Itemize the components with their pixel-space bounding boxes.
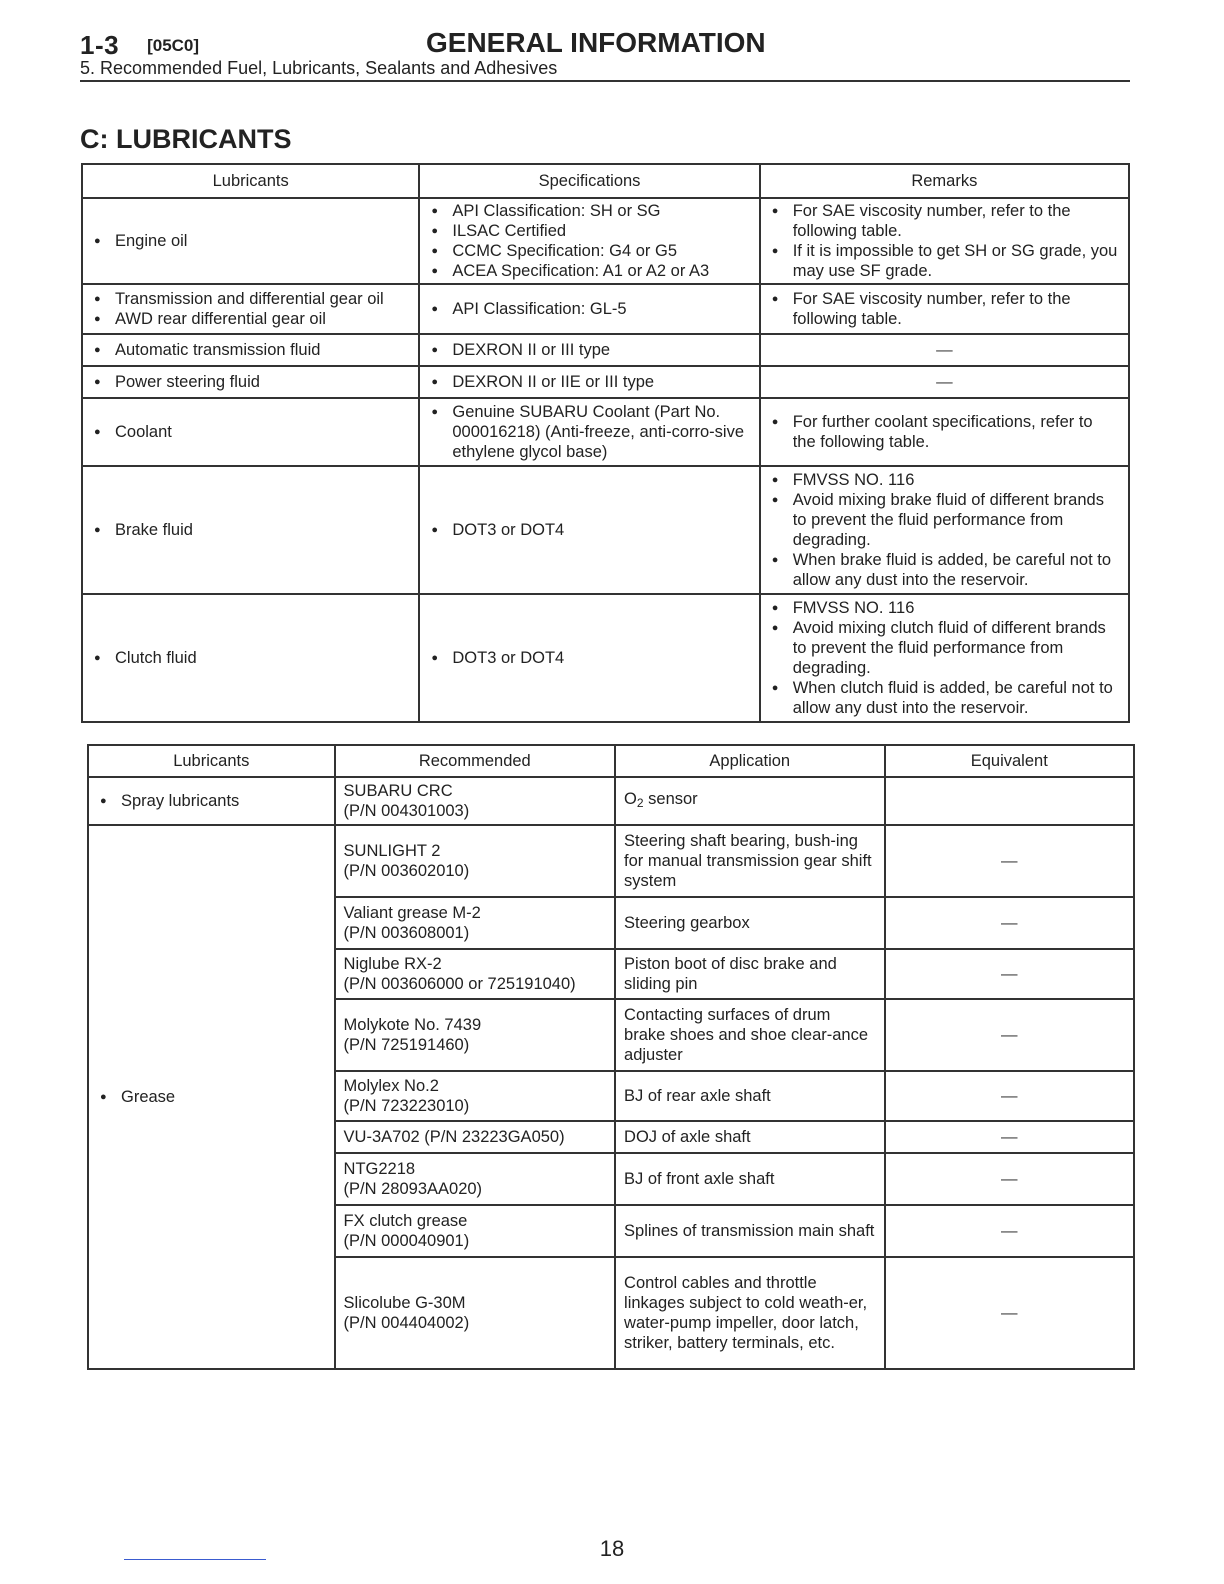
column-header-equivalent: Equivalent (885, 745, 1135, 777)
lubricant-cell (82, 466, 419, 594)
product-name: Molykote No. 7439 (343, 1016, 482, 1034)
list-item: ● AWD rear differential gear oil (91, 309, 410, 329)
recommended-lubricants-table (87, 744, 1135, 1370)
list-item: ● Clutch fluid (91, 648, 410, 668)
column-header-specifications: Specifications (419, 164, 759, 198)
product-name: SUBARU CRC (343, 782, 453, 800)
list-item: ● When brake fluid is added, be careful not to allow any dust into the reservoir. (769, 550, 1120, 590)
list-item: ● DEXRON II or III type (428, 340, 750, 360)
lubricant-cell (82, 594, 419, 722)
lubricant-cell (88, 825, 335, 1369)
part-number: (P/N 003606000 or 725191040) (343, 975, 576, 993)
specification-cell (419, 366, 759, 398)
column-header-lubricants: Lubricants (82, 164, 419, 198)
equivalent-cell: — (885, 1121, 1135, 1153)
list-item: ● Power steering fluid (91, 372, 410, 392)
list-item: ● CCMC Specification: G4 or G5 (428, 241, 750, 261)
application-cell: Splines of transmission main shaft (615, 1205, 884, 1257)
equivalent-cell: — (885, 1205, 1135, 1257)
product-name: Molylex No.2 (343, 1077, 439, 1095)
list-item: ● DOT3 or DOT4 (428, 520, 750, 540)
recommended-cell (335, 1205, 615, 1257)
specification-cell (419, 466, 759, 594)
application-cell: DOJ of axle shaft (615, 1121, 884, 1153)
list-item: ● For SAE viscosity number, refer to the following table. (769, 289, 1120, 329)
remarks-cell (760, 198, 1129, 284)
equivalent-cell: — (885, 1071, 1135, 1121)
list-item: ● Brake fluid (91, 520, 410, 540)
product-name: Slicolube G-30M (343, 1294, 466, 1312)
remarks-cell: — (760, 366, 1129, 398)
product-name: Valiant grease M-2 (343, 904, 481, 922)
recommended-cell (335, 777, 615, 825)
list-item: ● ACEA Specification: A1 or A2 or A3 (428, 261, 750, 281)
equivalent-cell: — (885, 1153, 1135, 1205)
application-cell: BJ of rear axle shaft (615, 1071, 884, 1121)
equivalent-cell: — (885, 897, 1135, 949)
remarks-cell (760, 466, 1129, 594)
recommended-cell (335, 825, 615, 897)
page-subtitle: 5. Recommended Fuel, Lubricants, Sealants and Adhesives (80, 58, 558, 78)
part-number: (P/N 000040901) (343, 1232, 470, 1250)
list-item: ● For SAE viscosity number, refer to the following table. (769, 201, 1120, 241)
list-item: ● DOT3 or DOT4 (428, 648, 750, 668)
part-number: (P/N 004301003) (343, 802, 470, 820)
specification-cell (419, 398, 759, 466)
recommended-cell (335, 1257, 615, 1369)
list-item: ● Coolant (91, 422, 410, 442)
column-header-lubricants: Lubricants (88, 745, 335, 777)
equivalent-cell: — (885, 1257, 1135, 1369)
part-number: (P/N 723223010) (343, 1097, 470, 1115)
list-item: ● FMVSS NO. 116 (769, 598, 1120, 618)
list-item: ● FMVSS NO. 116 (769, 470, 1120, 490)
table-row (82, 594, 1129, 722)
recommended-cell (335, 897, 615, 949)
header-left (80, 30, 199, 61)
page-section-number: 1-3 (80, 30, 120, 60)
remarks-cell (760, 284, 1129, 334)
part-number: (P/N 003608001) (343, 924, 470, 942)
table-row (88, 777, 1134, 825)
product-name: VU-3A702 (P/N 23223GA050) (343, 1128, 565, 1146)
product-name: FX clutch grease (343, 1212, 468, 1230)
lubricant-cell (82, 198, 419, 284)
list-item: ● Transmission and differential gear oil (91, 289, 410, 309)
subscript: 2 (636, 796, 644, 810)
lubricant-cell (88, 777, 335, 825)
list-item: ● API Classification: SH or SG (428, 201, 750, 221)
application-cell: Steering shaft bearing, bush-ing for manual transmission gear shift system (615, 825, 884, 897)
equivalent-cell: — (885, 949, 1135, 999)
list-item: ● For further coolant specifications, refer to the following table. (769, 412, 1120, 452)
table-row (82, 398, 1129, 466)
list-item: ● Avoid mixing brake fluid of different brands to prevent the fluid performance from degrading. (769, 490, 1120, 550)
column-header-recommended: Recommended (335, 745, 615, 777)
page-title: GENERAL INFORMATION (426, 27, 766, 58)
lubricant-cell (82, 398, 419, 466)
product-name: Niglube RX-2 (343, 955, 442, 973)
lubricant-cell (82, 284, 419, 334)
list-item: ● Avoid mixing clutch fluid of different brands to prevent the fluid performance from degrading. (769, 618, 1120, 678)
application-cell: BJ of front axle shaft (615, 1153, 884, 1205)
product-name: SUNLIGHT 2 (343, 842, 441, 860)
application-cell: Piston boot of disc brake and sliding pin (615, 949, 884, 999)
application-cell: Contacting surfaces of drum brake shoes and shoe clear-ance adjuster (615, 999, 884, 1071)
application-text: sensor (643, 790, 698, 808)
application-text: O (624, 790, 637, 808)
recommended-cell (335, 1153, 615, 1205)
product-name: NTG2218 (343, 1160, 416, 1178)
list-item: ● Spray lubricants (97, 791, 326, 811)
column-header-application: Application (615, 745, 884, 777)
equivalent-cell: — (885, 825, 1135, 897)
recommended-cell (335, 949, 615, 999)
column-header-remarks: Remarks (760, 164, 1129, 198)
table-row (82, 366, 1129, 398)
list-item: ● If it is impossible to get SH or SG grade, you may use SF grade. (769, 241, 1120, 281)
specification-cell (419, 594, 759, 722)
table-row (82, 284, 1129, 334)
table-row (88, 825, 1134, 897)
list-item: ● ILSAC Certified (428, 221, 750, 241)
section-title: C: LUBRICANTS (80, 124, 292, 154)
recommended-cell (335, 1071, 615, 1121)
remarks-cell (760, 398, 1129, 466)
equivalent-cell (885, 777, 1135, 825)
list-item: ● Engine oil (91, 231, 410, 251)
list-item: ● API Classification: GL-5 (428, 299, 750, 319)
list-item: ● DEXRON II or IIE or III type (428, 372, 750, 392)
recommended-cell (335, 1121, 615, 1153)
section-code: [05C0] (147, 36, 200, 55)
part-number: (P/N 725191460) (343, 1036, 470, 1054)
header-divider (80, 80, 1130, 82)
lubricant-cell (82, 334, 419, 366)
equivalent-cell: — (885, 999, 1135, 1071)
list-item: ● When clutch fluid is added, be careful not to allow any dust into the reservoir. (769, 678, 1120, 718)
specification-cell (419, 198, 759, 284)
part-number: (P/N 28093AA020) (343, 1180, 483, 1198)
remarks-cell (760, 594, 1129, 722)
list-item: ● Grease (97, 1087, 326, 1107)
specification-cell (419, 334, 759, 366)
table-row (82, 198, 1129, 284)
specification-cell (419, 284, 759, 334)
part-number: (P/N 004404002) (343, 1314, 470, 1332)
list-item: ● Genuine SUBARU Coolant (Part No. 000016218) (Anti-freeze, anti-corro-sive ethylene glycol base) (428, 402, 750, 462)
table-row (82, 466, 1129, 594)
part-number: (P/N 003602010) (343, 862, 470, 880)
footer-link-line (124, 1559, 266, 1560)
remarks-cell: — (760, 334, 1129, 366)
recommended-cell (335, 999, 615, 1071)
list-item: ● Automatic transmission fluid (91, 340, 410, 360)
application-cell: Steering gearbox (615, 897, 884, 949)
application-cell (615, 777, 884, 825)
application-cell: Control cables and throttle linkages subject to cold weath-er, water-pump impeller, door latch, striker, battery terminals, etc. (615, 1257, 884, 1369)
lubricants-spec-table (81, 163, 1130, 723)
table-row (82, 334, 1129, 366)
page-number-footer: 18 (599, 1536, 625, 1561)
lubricant-cell (82, 366, 419, 398)
